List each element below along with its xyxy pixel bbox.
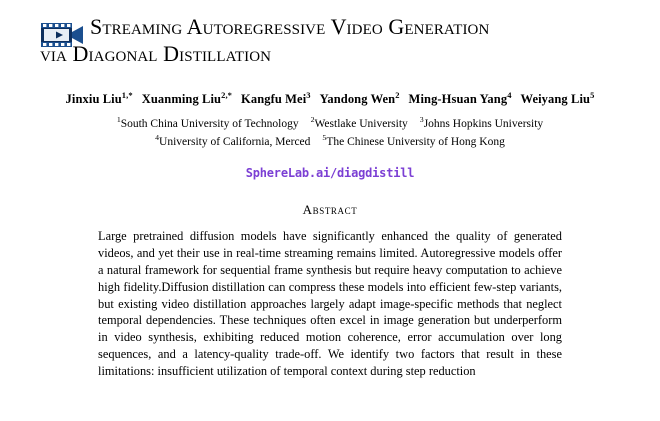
author-item <box>520 89 595 106</box>
author-name: Xuanming Liu <box>141 91 222 106</box>
author-item <box>141 89 233 106</box>
affiliation-mark: 3 <box>419 114 424 124</box>
affiliation-line-1 <box>40 114 620 132</box>
title-line-2: via Diagonal Distillation <box>40 40 272 66</box>
abstract-heading: Abstract <box>302 202 358 218</box>
author-marks: 3 <box>306 89 311 100</box>
affiliation-mark: 1 <box>116 114 121 124</box>
author-item <box>65 89 133 106</box>
affiliation-list <box>40 114 620 150</box>
author-name: Yandong Wen <box>319 91 396 106</box>
affiliation-mark: 4 <box>155 132 160 142</box>
title-line-1: Streaming Autoregressive Video Generation <box>90 14 490 39</box>
author-name: Weiyang Liu <box>520 91 591 106</box>
author-item <box>408 89 512 106</box>
affiliation-mark: 5 <box>322 132 327 142</box>
author-marks: 4 <box>507 89 512 100</box>
author-name: Jinxiu Liu <box>65 91 122 106</box>
affiliation-name: The Chinese University of Hong Kong <box>326 135 505 148</box>
affiliation-name: Johns Hopkins University <box>423 117 544 130</box>
author-name: Kangfu Mei <box>241 91 307 106</box>
author-list <box>40 90 620 107</box>
affiliation-name: South China University of Technology <box>120 117 299 130</box>
author-marks: 2,* <box>221 89 233 100</box>
affiliation-name: University of California, Merced <box>159 135 311 148</box>
author-item <box>319 89 400 106</box>
affiliation-name: Westlake University <box>314 117 408 130</box>
author-marks: 1,* <box>121 89 133 100</box>
author-item <box>241 89 311 106</box>
page-title <box>40 14 620 68</box>
affiliation-mark: 2 <box>310 114 315 124</box>
abstract-text: Large pretrained diffusion models have significantly enhanced the quality of generated videos, and yet their use in real-time streaming remains limited. Autoregressive models offer a natural framework for sequential frame synthesis but require heavy computation to achieve high fidelity.Diffusion distillation can compress these models into efficient few-step variants, but existing video distillation approaches largely adapt image-specific methods that neglect temporal dependencies. These techniques often excel in image generation but underperform in video synthesis, exhibiting reduced motion coherence, error accumulation over long sequences, and a latency-quality trade-off. We identify two factors that result in these limitations: insufficient utilization of temporal context during step reduction <box>98 229 562 378</box>
affiliation-line-2 <box>40 132 620 150</box>
title-block <box>40 14 620 68</box>
author-marks: 2 <box>395 89 400 100</box>
author-name: Ming-Hsuan Yang <box>408 91 508 106</box>
author-marks: 5 <box>590 89 595 100</box>
project-link[interactable]: SphereLab.ai/diagdistill <box>245 166 415 181</box>
